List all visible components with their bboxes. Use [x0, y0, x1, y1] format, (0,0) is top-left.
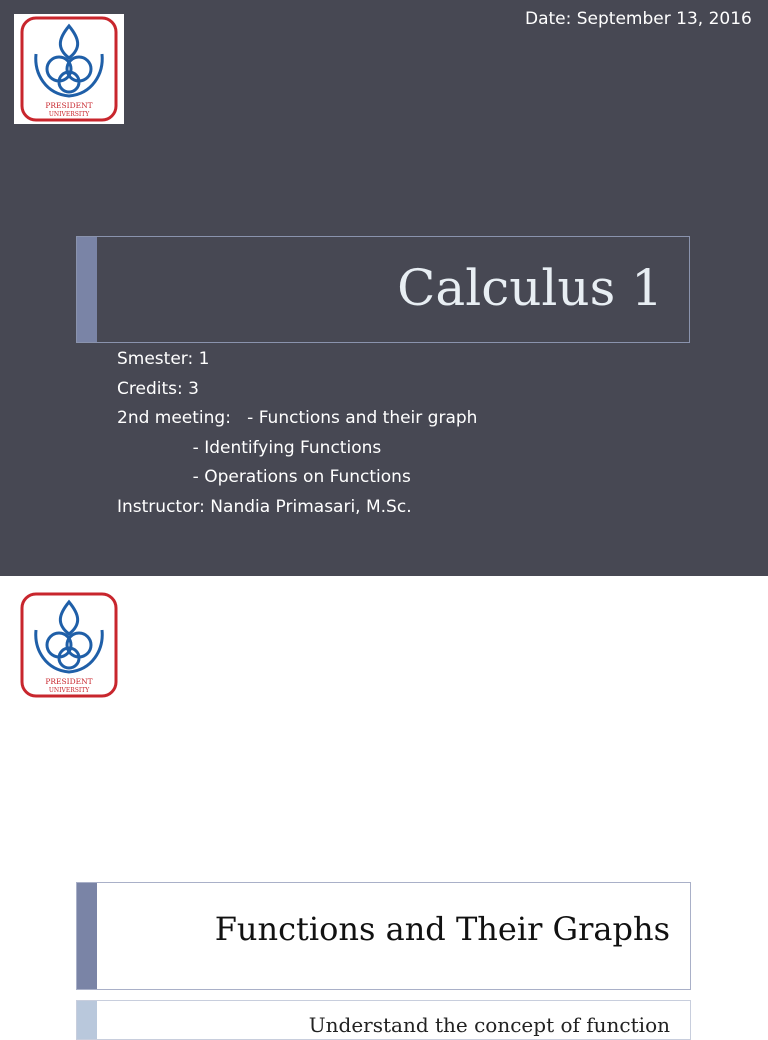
- slide2-accent-bar: [77, 883, 97, 989]
- slide2-title-text: Functions and Their Graphs: [214, 910, 670, 948]
- title-box: [76, 236, 690, 343]
- logo-text-line2: UNIVERSITY: [48, 111, 90, 118]
- info-line-semester: Smester: 1: [117, 349, 210, 369]
- slide-title-text: Calculus 1: [397, 259, 663, 317]
- logo2-text-line1: PRESIDENT: [45, 677, 93, 686]
- course-info: [117, 345, 477, 523]
- slide2-subtitle-text: Understand the concept of function: [308, 1013, 670, 1037]
- title-accent-bar: [77, 237, 97, 342]
- info-line-instructor: Instructor: Nandia Primasari, M.Sc.: [117, 496, 412, 517]
- university-logo: [14, 14, 124, 124]
- info-line-meeting: 2nd meeting: - Functions and their graph: [117, 408, 478, 429]
- info-line-topic-operations: - Operations on Functions: [117, 467, 411, 488]
- slide2-sub-accent-bar: [77, 1001, 97, 1039]
- presentation-date: Date: September 13, 2016: [525, 9, 752, 29]
- info-line-topic-identifying: - Identifying Functions: [117, 437, 382, 458]
- university-logo-slide2: [14, 590, 124, 700]
- logo-text-line1: PRESIDENT: [45, 101, 93, 110]
- logo2-text-line2: UNIVERSITY: [48, 687, 90, 694]
- info-line-credits: Credits: 3: [117, 378, 199, 399]
- slide2-subtitle-box: [76, 1000, 691, 1040]
- slide2-title-box: [76, 882, 691, 990]
